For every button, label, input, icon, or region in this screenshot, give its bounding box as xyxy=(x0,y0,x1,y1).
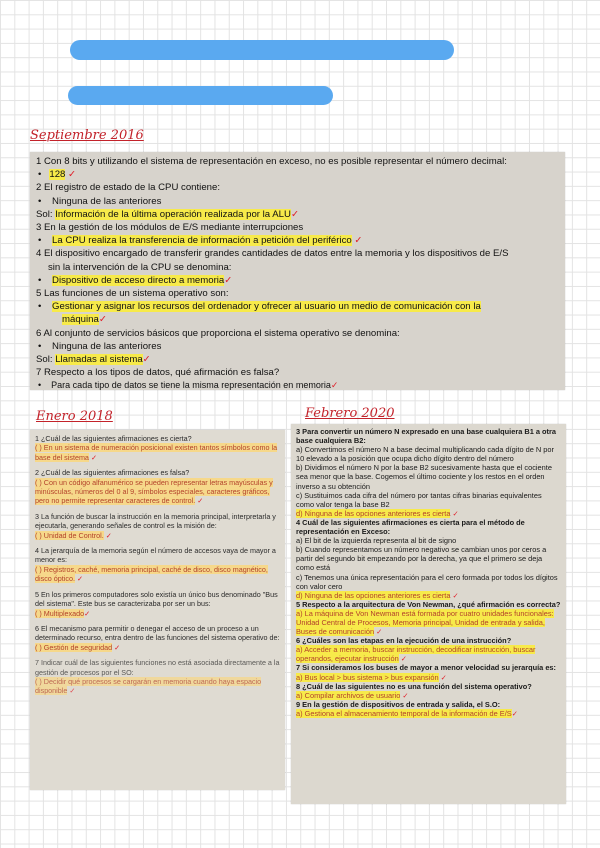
question-block-5 xyxy=(35,590,280,618)
check-icon: ✓ xyxy=(290,208,299,220)
section-title-enero-2018: Enero 2018 xyxy=(36,409,113,424)
question-1: 1 ¿Cuál de las siguientes afirmaciones es cierta? xyxy=(35,434,192,443)
question-4-option-a: a) El bit de la izquierda representa al bit de signo xyxy=(296,536,457,546)
question-block-2 xyxy=(35,468,280,506)
question-block-3 xyxy=(35,512,280,540)
answer-6: ( ) Gestión de seguridad ✓ xyxy=(35,642,121,652)
answer-3: ( ) Unidad de Control. ✓ xyxy=(35,530,112,540)
check-icon: ✓ xyxy=(90,452,97,462)
question-6: 6 ¿Cuáles son las etapas en la ejecución de una instrucción? xyxy=(296,636,512,646)
answer-6-solution: Sol: Llamadas al sistema✓ xyxy=(36,354,151,366)
question-2: 2 ¿Cuál de las siguientes afirmaciones es falsa? xyxy=(35,468,190,478)
answer-1: • 128 ✓ xyxy=(38,169,77,181)
question-block-6 xyxy=(35,624,280,652)
question-6: 6 Al conjunto de servicios básicos que proporciona el sistema operativo se denomina: xyxy=(36,327,400,339)
question-5: 5 Las funciones de un sistema operativo son: xyxy=(36,288,229,300)
exam-photo-febrero-2020 xyxy=(291,424,566,804)
question-3: 3 Para convertir un número N expresado en una base cualquiera B1 a otra base cualquiera B2: xyxy=(296,427,556,446)
check-icon: ✓ xyxy=(511,708,518,718)
exam-photo-enero-2018 xyxy=(30,430,285,790)
answer-2-option: • Ninguna de las anteriores xyxy=(38,195,162,207)
question-9: 9 En la gestión de dispositivos de entrada y salida, el S.O: xyxy=(296,699,501,709)
question-3: 3 La función de buscar la instrucción en la memoria principal, interpretarla y ejecutarla, generando señales de control es la misión de: xyxy=(35,511,276,531)
answer-1: ( ) En un sistema de numeración posicional existen tantos símbolos como la base del sistema ✓ xyxy=(35,443,278,462)
question-4-answer: d) Ninguna de las opciones anteriores es cierta ✓ xyxy=(296,590,459,600)
check-icon: ✓ xyxy=(224,274,233,286)
exam-photo-sept-2016 xyxy=(30,152,565,390)
question-3: 3 En la gestión de los módulos de E/S mediante interrupciones xyxy=(36,222,304,234)
check-icon: ✓ xyxy=(452,590,459,600)
answer-7: • Para cada tipo de datos se tiene la misma representación en memoria✓ xyxy=(38,380,339,392)
answer-5: ( ) Multiplexado✓ xyxy=(35,608,91,618)
question-block-7 xyxy=(35,658,280,696)
question-7: 7 Respecto a los tipos de datos, qué afirmación es falsa? xyxy=(36,367,280,379)
question-3-answer: d) Ninguna de las opciones anteriores es cierta ✓ xyxy=(296,508,459,518)
question-5: 5 Respecto a la arquitectura de Von Newman, ¿qué afirmación es correcta? xyxy=(296,599,561,609)
answer-2: ( ) Con un código alfanumérico se pueden representar letras mayúsculas y minúsculas, números del 0 al 9, símbolos especiales, caracteres gráficos, pero no permite representar caracteres de control. ✓ xyxy=(35,477,273,506)
question-2: 2 El registro de estado de la CPU contiene: xyxy=(36,182,220,194)
answer-3: • La CPU realiza la transferencia de información a petición del periférico ✓ xyxy=(38,235,363,247)
question-8-answer: a) Compilar archivos de usuario ✓ xyxy=(296,690,409,700)
check-icon: ✓ xyxy=(452,508,459,518)
check-icon: ✓ xyxy=(402,690,409,700)
answer-5: • Gestionar y asignar los recursos del ordenador y ofrecer al usuario un medio de comunicación con la xyxy=(38,301,481,313)
question-4: 4 El dispositivo encargado de transferir grandes cantidades de datos entre la memoria y los dispositivos de E/S xyxy=(36,248,509,260)
question-block-1 xyxy=(35,434,280,462)
check-icon: ✓ xyxy=(440,672,447,682)
check-icon: ✓ xyxy=(68,169,77,181)
question-5: 5 En los primeros computadores solo existía un único bus denominado "Bus del sistema". Este bus se caracterizaba por ser un bus: xyxy=(35,589,278,609)
section-title-febrero-2020: Febrero 2020 xyxy=(305,406,395,421)
question-block-4 xyxy=(35,546,280,584)
question-4-cont: sin la intervención de la CPU se denomina: xyxy=(48,261,232,273)
answer-7: ( ) Decidir qué procesos se cargarán en memoria cuando haya espacio disponible ✓ xyxy=(35,676,262,696)
check-icon: ✓ xyxy=(84,608,91,618)
check-icon: ✓ xyxy=(114,642,121,652)
answer-2-solution: Sol: Información de la última operación realizada por la ALU✓ xyxy=(36,208,299,220)
question-3-option-a: a) Convertimos el número N a base decimal multiplicando cada dígito de N por 10 elevado a la posición que ocupa dicho dígito dentro del número xyxy=(296,445,554,464)
question-4-option-c: c) Tenemos una única representación para el cero formada por todos los dígitos con valor cero xyxy=(296,572,558,591)
question-1: 1 Con 8 bits y utilizando el sistema de representación en exceso, no es posible representar el número decimal: xyxy=(36,156,507,167)
check-icon: ✓ xyxy=(142,354,151,366)
question-5-answer: a) La máquina de Von Newman está formada por cuatro unidades funcionales: Unidad Central de Procesos, Memoria principal, Unidad de entrada y salida, Buses de comunicación ✓ xyxy=(296,608,554,637)
header-bar-top xyxy=(70,40,454,60)
question-4: 4 La jerarquía de la memoria según el número de accesos vaya de mayor a menor es: xyxy=(35,546,276,565)
check-icon: ✓ xyxy=(376,627,383,637)
check-icon: ✓ xyxy=(354,235,363,247)
answer-5-cont: máquina✓ xyxy=(62,314,107,326)
question-4-option-b: b) Cuando representamos un número negativo se cambian unos por ceros a partir del segundo bit empezando por la derecha, ya que el primero se deja como está xyxy=(296,545,547,573)
answer-4: • Dispositivo de acceso directo a memoria✓ xyxy=(38,274,233,286)
answer-6-option: • Ninguna de las anteriores xyxy=(38,340,162,352)
question-8: 8 ¿Cuál de las siguientes no es una función del sistema operativo? xyxy=(296,681,532,691)
check-icon: ✓ xyxy=(197,496,204,506)
question-4: 4 Cuál de las siguientes afirmaciones es cierta para el método de representación en Exceso: xyxy=(296,517,525,537)
check-icon: ✓ xyxy=(330,381,339,392)
question-9-answer: a) Gestiona el almacenamiento temporal de la información de E/S✓ xyxy=(296,708,518,718)
question-7: 7 Indicar cuál de las siguientes funciones no está asociada directamente a la gestión de procesos por el SO: xyxy=(35,658,280,677)
check-icon: ✓ xyxy=(76,574,83,584)
question-7: 7 Si consideramos los buses de mayor a menor velocidad su jerarquía es: xyxy=(296,663,557,673)
question-6-answer: a) Acceder a memoria, buscar instrucción, decodificar instrucción, buscar operandos, ejecutar instrucción ✓ xyxy=(296,645,536,664)
question-7-answer: a) Bus local > bus sistema > bus expansión ✓ xyxy=(296,672,447,682)
check-icon: ✓ xyxy=(400,654,407,664)
question-6: 6 El mecanismo para permitir o denegar el acceso de un proceso a un determinado recurso, entra dentro de las funciones del sistema operativo de: xyxy=(35,623,280,643)
check-icon: ✓ xyxy=(105,530,112,540)
check-icon: ✓ xyxy=(98,314,107,326)
question-3-option-c: c) Sustituimos cada cifra del número por tantas cifras binarias equivalentes como valor tenga la base B2 xyxy=(296,490,542,509)
check-icon: ✓ xyxy=(69,686,76,696)
answer-4: ( ) Registros, caché, memoria principal, caché de disco, disco magnético, disco óptico. ✓ xyxy=(35,564,268,584)
section-title-sept-2016: Septiembre 2016 xyxy=(30,128,144,143)
header-bar-bottom xyxy=(68,86,333,105)
question-3-option-b: b) Dividimos el número N por la base B2 sucesivamente hasta que el cociente sea menor que la base. Cogemos el último cociente y los restos en el orden inverso a su obtención xyxy=(296,463,552,491)
